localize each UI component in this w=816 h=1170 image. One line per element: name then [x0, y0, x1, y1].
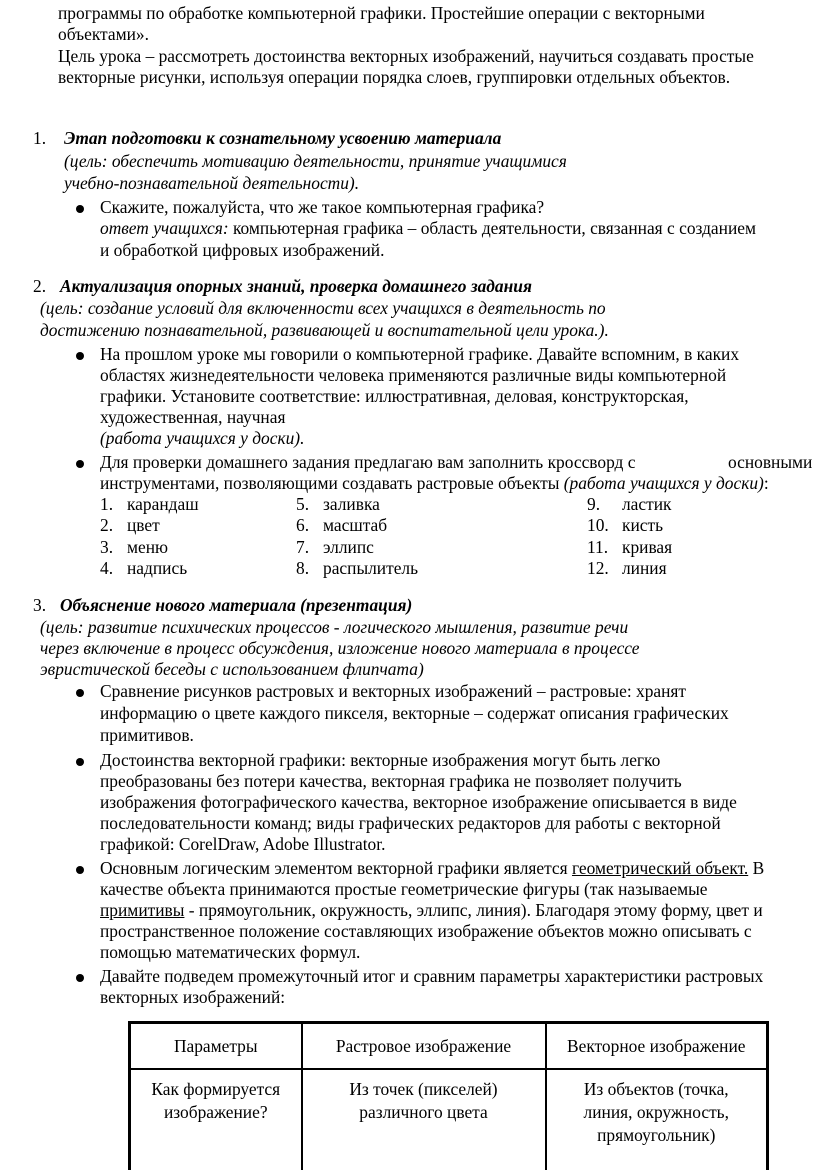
cell-line: прямоугольник) — [597, 1125, 716, 1145]
section-3-bullet-2-line-2: преобразованы без потери качества, векторная графика не позволяет получить — [100, 771, 682, 791]
word-num: 9. — [587, 494, 601, 514]
section-3-goal-3: эвристической беседы с использованием флипчата) — [40, 659, 424, 679]
word-num: 4. — [100, 558, 114, 578]
section-2-bullet-2-line-1a: Для проверки домашнего задания предлагаю вам заполнить кроссворд с — [100, 452, 636, 472]
section-2-goal-2: достижению познавательной, развивающей и воспитательной цели урока.). — [40, 320, 609, 340]
line-colon: : — [763, 473, 769, 493]
word-num: 3. — [100, 537, 114, 557]
table-header-cell: Векторное изображение — [546, 1023, 768, 1070]
word-num: 8. — [296, 558, 310, 578]
section-3-bullet-2-line-5: графикой: CorelDraw, Adobe Illustrator. — [100, 834, 386, 854]
section-2-bullet-1-line-2: областях жизнедеятельности человека применяются различные виды компьютерной — [100, 365, 727, 385]
section-2-number: 2. — [33, 276, 47, 296]
word-num: 11. — [587, 537, 609, 557]
section-3-bullet-1-line-3: примитивов. — [100, 725, 194, 745]
section-1-answer — [100, 218, 756, 239]
line-text: инструментами, позволяющими создавать растровые объекты — [100, 473, 564, 493]
cell-line: различного цвета — [359, 1102, 488, 1122]
bullet-icon — [76, 758, 84, 766]
section-1-number: 1. — [33, 128, 47, 148]
term-geometric-object: геометрический объект. — [571, 858, 749, 878]
section-2-bullet-1-line-3: графики. Установите соответствие: иллюстративная, деловая, конструкторская, — [100, 386, 689, 406]
word: цвет — [127, 515, 160, 535]
word-num: 2. — [100, 515, 114, 535]
bullet-icon — [76, 205, 84, 213]
word: эллипс — [323, 537, 374, 557]
word-num: 7. — [296, 537, 310, 557]
table-header-cell: Растровое изображение — [302, 1023, 546, 1070]
word: масштаб — [323, 515, 388, 535]
section-2-bullet-1-line-5: (работа учащихся у доски). — [100, 428, 305, 448]
word: ластик — [622, 494, 672, 514]
section-3-bullet-3-line-1 — [100, 858, 764, 879]
section-3-bullet-3-line-2: качестве объекта принимаются простые геометрические фигуры (так называемые — [100, 879, 708, 899]
word: кисть — [622, 515, 664, 535]
line-italic: (работа учащихся у доски) — [563, 473, 764, 493]
word-num: 10. — [587, 515, 609, 535]
section-2-bullet-1-line-1: На прошлом уроке мы говорили о компьютерной графике. Давайте вспомним, в каких — [100, 344, 740, 364]
word: кривая — [622, 537, 673, 557]
cell-line: изображение? — [163, 1102, 268, 1122]
comparison-table — [128, 1021, 769, 1170]
section-1-goal-2: учебно-познавательной деятельности). — [64, 173, 360, 193]
intro-line-1 — [58, 3, 816, 24]
section-3-bullet-1-line-2: информацию о цвете каждого пикселя, векторные – содержат описания графических — [100, 703, 729, 723]
line-text: Основным логическим элементом векторной графики является — [100, 858, 572, 878]
table-cell — [546, 1069, 768, 1170]
word-num: 6. — [296, 515, 310, 535]
table-cell — [302, 1069, 546, 1170]
word: заливка — [323, 494, 380, 514]
section-3-bullet-3-line-5: помощью математических формул. — [100, 942, 361, 962]
bullet-icon — [76, 460, 84, 468]
section-3-goal-1: (цель: развитие психических процессов - логического мышления, развитие речи — [40, 617, 629, 637]
table-header-row — [130, 1023, 768, 1070]
table-cell — [130, 1069, 302, 1170]
bullet-icon — [76, 974, 84, 982]
section-3-bullet-4-line-1: Давайте подведем промежуточный итог и сравним параметры характеристики растровых — [100, 966, 764, 986]
section-3-bullet-2-line-1: Достоинства векторной графики: векторные изображения могут быть легко — [100, 750, 661, 770]
cell-line: Из объектов (точка, — [583, 1079, 729, 1099]
word: распылитель — [323, 558, 419, 578]
section-3-bullet-2-line-4: последовательности команд; виды графических редакторов для работы с векторной — [100, 813, 721, 833]
section-2-title: Актуализация опорных знаний, проверка домашнего задания — [60, 276, 532, 296]
word-num: 12. — [587, 558, 609, 578]
intro-line-2: объектами». — [58, 24, 149, 44]
intro-text: программы по обработке компьютерной графики. Простейшие операции с векторными — [58, 3, 705, 23]
section-1-answer-2: и обработкой цифровых изображений. — [100, 240, 385, 260]
bullet-icon — [76, 866, 84, 874]
lesson-goal-line-1: Цель урока – рассмотреть достоинства векторных изображений, научиться создавать простые — [58, 46, 754, 66]
section-3-bullet-2-line-3: изображения фотографического качества, векторное изображение описывается в виде — [100, 792, 737, 812]
lesson-goal-line-2: векторные рисунки, используя операции порядка слоев, группировки отдельных объектов. — [58, 67, 731, 87]
answer-label: ответ учащихся: — [100, 218, 229, 238]
section-2-goal-1: (цель: создание условий для включенности всех учащихся в деятельность по — [40, 298, 606, 318]
section-3-bullet-1-line-1: Сравнение рисунков растровых и векторных изображений – растровые: хранят — [100, 681, 687, 701]
table-header-cell: Параметры — [130, 1023, 302, 1070]
section-1-title: Этап подготовки к сознательному усвоению материала — [64, 128, 502, 148]
section-2-bullet-1-line-4: художественная, научная — [100, 407, 286, 427]
answer-text: компьютерная графика – область деятельности, связанная с созданием — [228, 218, 756, 238]
section-3-number: 3. — [33, 595, 47, 615]
section-3-title: Объяснение нового материала (презентация) — [60, 595, 413, 615]
section-3-bullet-3-line-4: пространственное положение составляющих изображение объектов можно описывать с — [100, 921, 752, 941]
bullet-icon — [76, 352, 84, 360]
cell-line: Как формируется — [151, 1079, 281, 1099]
section-3-bullet-4-line-2: векторных изображений: — [100, 987, 286, 1007]
word: карандаш — [127, 494, 199, 514]
section-1-goal-1: (цель: обеспечить мотивацию деятельности, принятие учащимися — [64, 151, 567, 171]
word-num: 5. — [296, 494, 310, 514]
word: надпись — [127, 558, 188, 578]
table-row — [130, 1069, 768, 1170]
word-num: 1. — [100, 494, 114, 514]
cell-line: Из точек (пикселей) — [349, 1079, 498, 1099]
word: линия — [622, 558, 667, 578]
word: меню — [127, 537, 169, 557]
section-3-goal-2: через включение в процесс обсуждения, изложение нового материала в процессе — [40, 638, 640, 658]
cell-line: линия, окружность, — [583, 1102, 729, 1122]
section-1-question: Скажите, пожалуйста, что же такое компьютерная графика? — [100, 197, 545, 217]
section-2-bullet-2-line-1b: основными — [728, 452, 813, 472]
line-text: - прямоугольник, окружность, эллипс, линия). Благодаря этому форму, цвет и — [184, 900, 763, 920]
line-tail: В — [748, 858, 765, 878]
bullet-icon — [76, 689, 84, 697]
term-primitives: примитивы — [100, 900, 185, 920]
section-3-bullet-3-line-3 — [100, 900, 763, 921]
section-2-bullet-2-line-2 — [100, 473, 769, 494]
